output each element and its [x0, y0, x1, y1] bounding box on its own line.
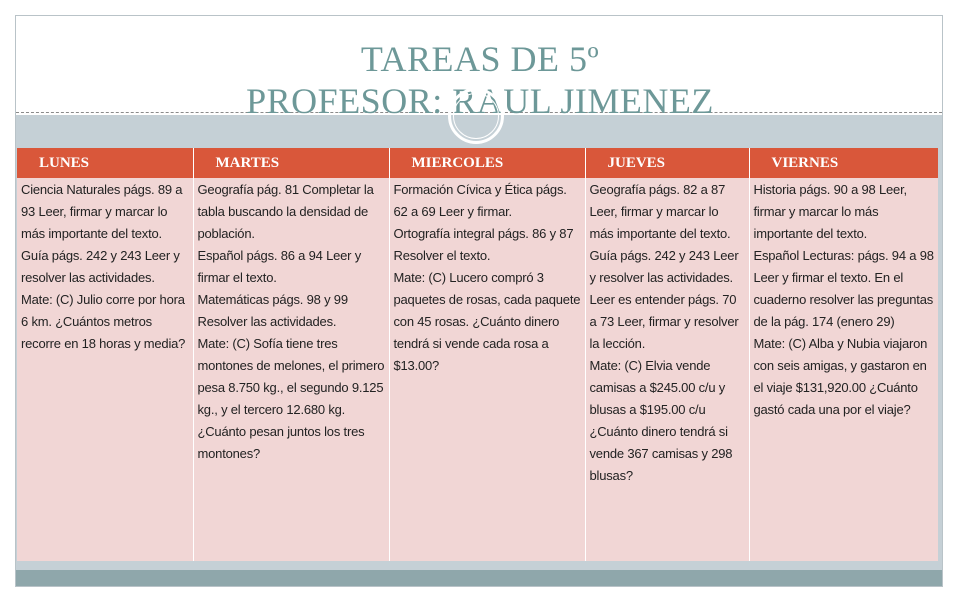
- cell-jueves: Geografía págs. 82 a 87 Leer, firmar y marcar lo más importante del texto. Guía págs. 242 y 243 Leer y resolver las actividades. Leer es entender págs. 70 a 73 Leer, firmar y resolver la lección. Mate: (C) Elvia vende camisas a $245.00 c/u y blusas a $195.00 c/u ¿Cuánto dinero tendrá si vende 367 camisas y 298 blusas?: [585, 178, 749, 561]
- cell-lunes: Ciencia Naturales págs. 89 a 93 Leer, firmar y marcar lo más importante del texto. Guía págs. 242 y 243 Leer y resolver las actividades. Mate: (C) Julio corre por hora 6 km. ¿Cuántos metros recorre en 18 horas y media?: [17, 178, 193, 561]
- column-header-jueves: JUEVES: [585, 148, 749, 178]
- table-row: [17, 178, 938, 561]
- column-header-viernes: VIERNES: [749, 148, 938, 178]
- decorative-ring-inner: [453, 93, 499, 139]
- column-header-miercoles: MIERCOLES: [389, 148, 585, 178]
- cell-martes: Geografía pág. 81 Completar la tabla buscando la densidad de población. Español págs. 86 a 94 Leer y firmar el texto. Matemáticas págs. 98 y 99 Resolver las actividades. Mate: (C) Sofía tiene tres montones de melones, el primero pesa 8.750 kg., el segundo 9.125 kg., y el tercero 12.680 kg. ¿Cuánto pesan juntos los tres montones?: [193, 178, 389, 561]
- cell-viernes: Historia págs. 90 a 98 Leer, firmar y marcar lo más importante del texto. Español Lecturas: págs. 94 a 98 Leer y firmar el texto. En el cuaderno resolver las preguntas de la pág. 174 (enero 29) Mate: (C) Alba y Nubia viajaron con seis amigas, y gastaron en el viaje $131,920.00 ¿Cuánto gastó cada una por el viaje?: [749, 178, 938, 561]
- column-header-lunes: LUNES: [17, 148, 193, 178]
- column-header-martes: MARTES: [193, 148, 389, 178]
- homework-table: [17, 148, 938, 561]
- title-line-2: PROFESOR: RAUL JIMENEZ: [246, 81, 714, 121]
- footer-band: [16, 570, 942, 586]
- table-header-row: [17, 148, 938, 178]
- cell-miercoles: Formación Cívica y Ética págs. 62 a 69 Leer y firmar. Ortografía integral págs. 86 y 87 Resolver el texto. Mate: (C) Lucero compró 3 paquetes de rosas, cada paquete con 45 rosas. ¿Cuánto dinero tendrá si vende cada rosa a $13.00?: [389, 178, 585, 561]
- title-line-1: TAREAS DE 5º: [360, 39, 600, 79]
